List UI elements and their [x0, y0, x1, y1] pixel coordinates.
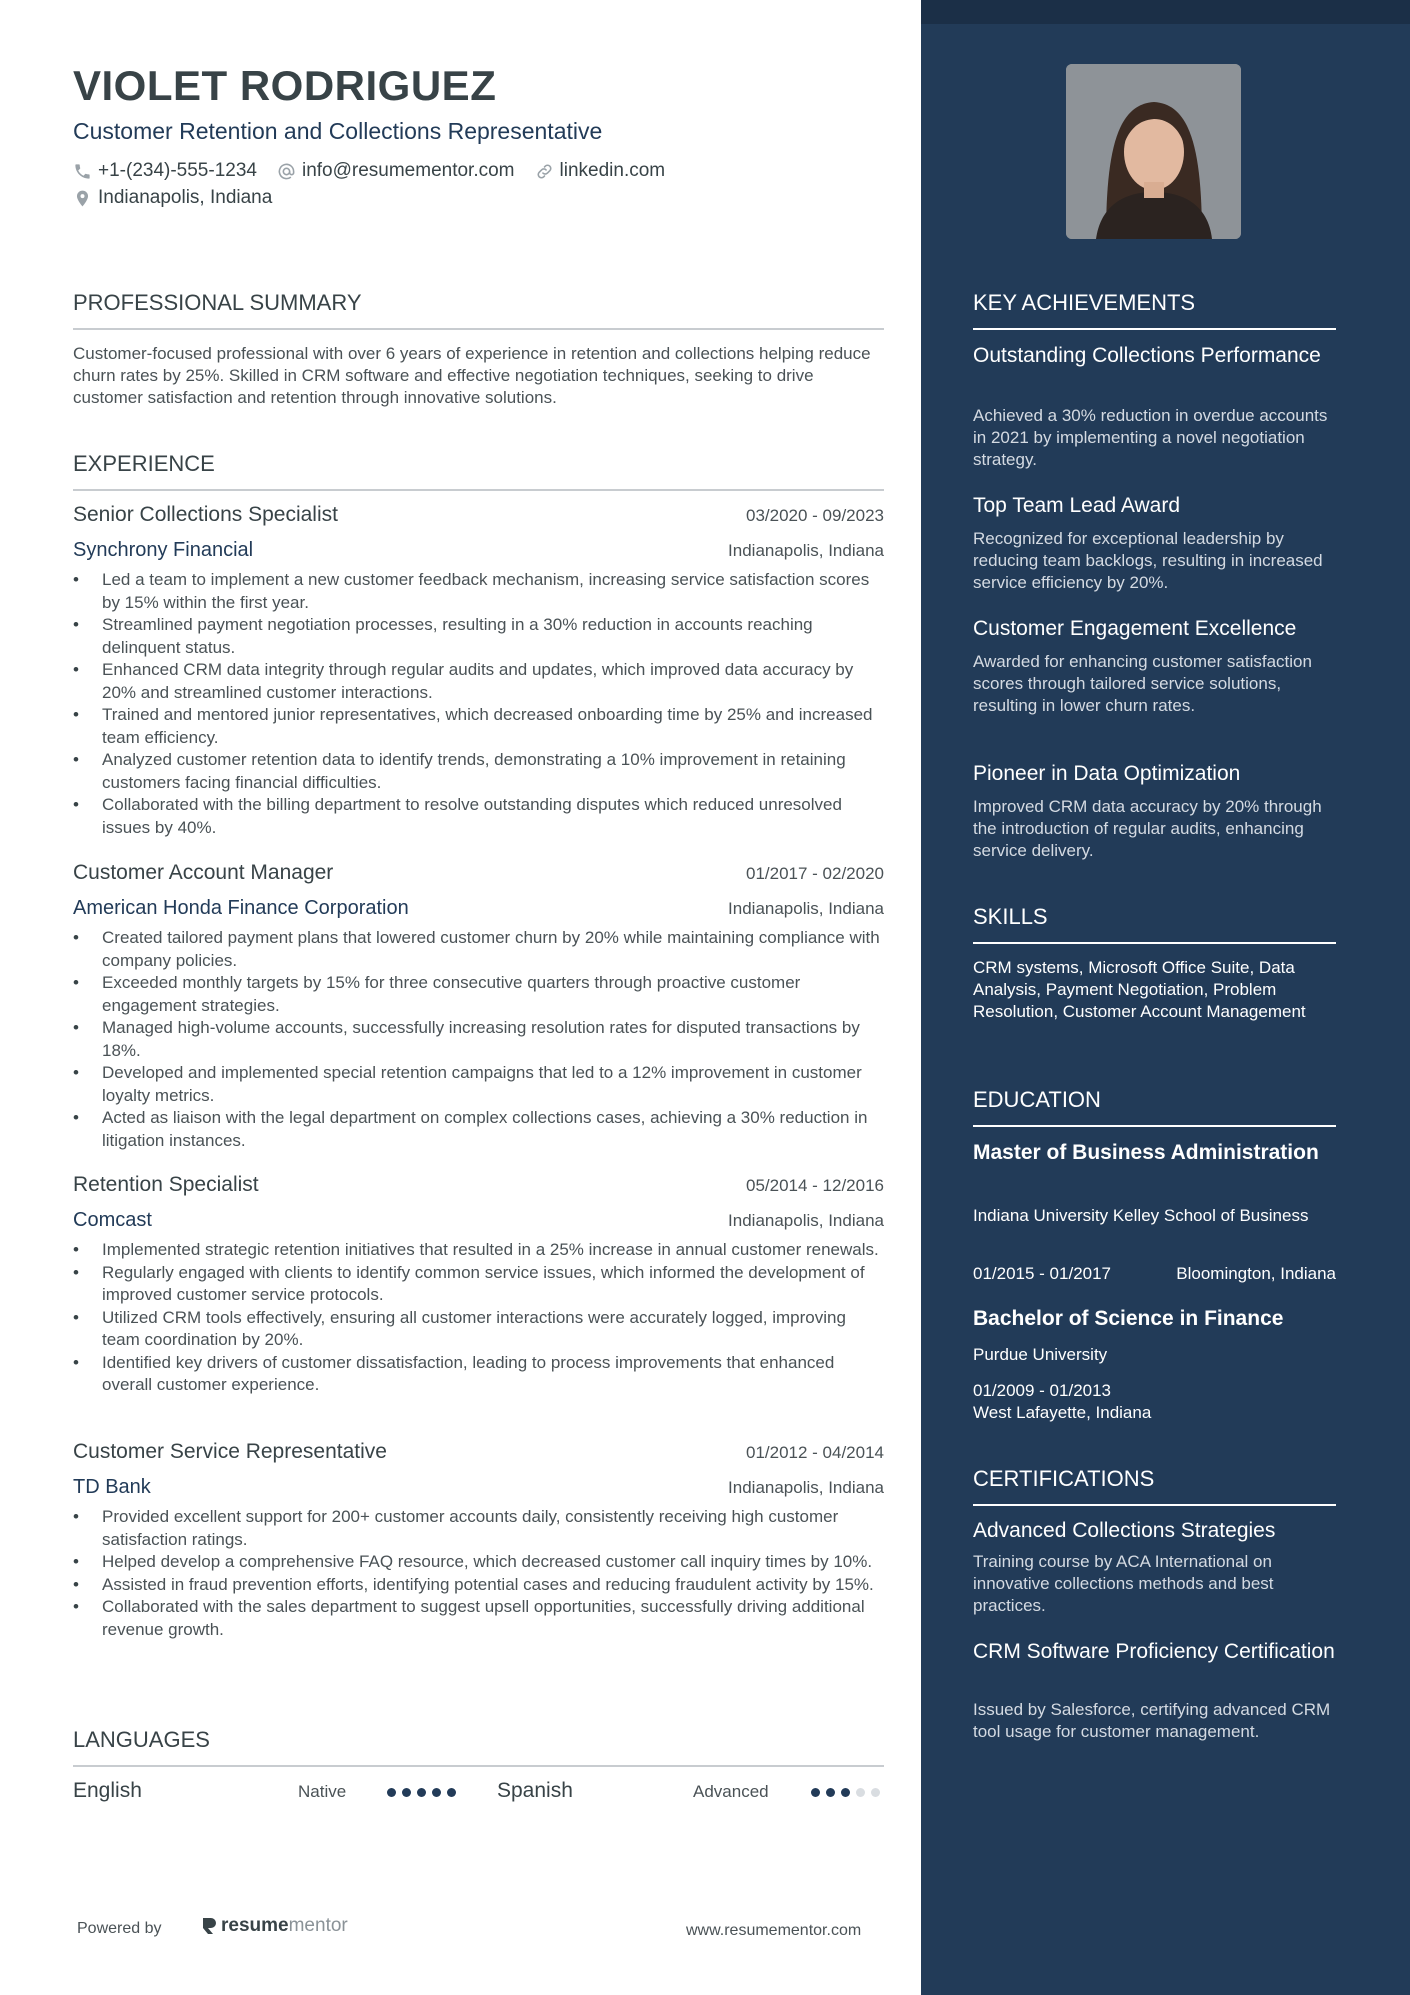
- sidebar-topbar: [921, 0, 1410, 24]
- achievements-heading: KEY ACHIEVEMENTS: [973, 290, 1336, 330]
- bullet: • Enhanced CRM data integrity through regular audits and updates, which improved data accuracy by 20% and streamlined customer interactions.: [73, 659, 884, 704]
- education-location: West Lafayette, Indiana: [973, 1403, 1152, 1422]
- logo-text-light: mentor: [288, 1915, 348, 1936]
- job-location: Indianapolis, Indiana: [728, 899, 884, 918]
- rating-dot-filled: [387, 1788, 396, 1797]
- bullet: • Regularly engaged with clients to identify common service issues, which informed the development of improved customer service protocols.: [73, 1262, 884, 1307]
- footer-url[interactable]: www.resumementor.com: [686, 1922, 862, 1939]
- contact-email: [277, 160, 515, 182]
- rating-dot-filled: [826, 1788, 835, 1797]
- contact-phone: [73, 160, 257, 182]
- achievement-desc: Recognized for exceptional leadership by reducing team backlogs, resulting in increased service efficiency by 20%.: [973, 529, 1323, 592]
- job-title: Customer Service Representative: [73, 1440, 387, 1463]
- language-level: Advanced: [693, 1782, 769, 1801]
- job-location: Indianapolis, Indiana: [728, 1211, 884, 1230]
- achievement-desc: Achieved a 30% reduction in overdue accounts in 2021 by implementing a novel negotiation strategy.: [973, 406, 1328, 469]
- bullet: • Led a team to implement a new customer feedback mechanism, increasing service satisfaction scores by 15% within the first year.: [73, 569, 884, 614]
- bullet: • Provided excellent support for 200+ customer accounts daily, consistently receiving high customer satisfaction ratings.: [73, 1506, 884, 1551]
- education-school: Indiana University Kelley School of Business: [973, 1206, 1309, 1225]
- person-avatar-icon: [1066, 64, 1241, 239]
- job-bullets: [73, 1239, 884, 1397]
- contact-linkedin: [535, 160, 666, 182]
- contact-row: [73, 160, 685, 182]
- job-company: Synchrony Financial: [73, 539, 254, 561]
- bullet: • Utilized CRM tools effectively, ensuring all customer interactions were accurately logged, improving team coordination by 20%.: [73, 1307, 884, 1352]
- phone-text[interactable]: +1-(234)-555-1234: [98, 160, 257, 181]
- job-title: Senior Collections Specialist: [73, 503, 338, 526]
- contact-row-2: [73, 187, 292, 209]
- location-pin-icon: [73, 189, 92, 208]
- bullet: • Analyzed customer retention data to identify trends, demonstrating a 10% improvement in retaining customers facing financial difficulties.: [73, 749, 884, 794]
- job-company: American Honda Finance Corporation: [73, 897, 409, 919]
- bullet: • Trained and mentored junior representatives, which decreased onboarding time by 25% and increased team efficiency.: [73, 704, 884, 749]
- achievement-title: Outstanding Collections Performance: [973, 344, 1321, 367]
- bullet: • Collaborated with the billing department to resolve outstanding disputes which reduced unresolved issues by 40%.: [73, 794, 884, 839]
- powered-by: Powered by: [77, 1920, 162, 1937]
- certification-desc: Issued by Salesforce, certifying advanced CRM tool usage for customer management.: [973, 1700, 1331, 1741]
- language-name: English: [73, 1779, 142, 1802]
- bullet: • Helped develop a comprehensive FAQ resource, which decreased customer call inquiry times by 10%.: [73, 1551, 884, 1574]
- resumementor-logo[interactable]: [200, 1915, 348, 1937]
- education-dates: 01/2009 - 01/2013: [973, 1381, 1112, 1400]
- rating-dot-filled: [432, 1788, 441, 1797]
- languages-heading: LANGUAGES: [73, 1727, 884, 1767]
- candidate-title: Customer Retention and Collections Representative: [73, 118, 603, 144]
- bullet: • Assisted in fraud prevention efforts, identifying potential cases and reducing fraudulent activity by 15%.: [73, 1574, 884, 1597]
- email-text[interactable]: info@resumementor.com: [301, 160, 515, 181]
- rating-dot-filled: [811, 1788, 820, 1797]
- education-heading: EDUCATION: [973, 1087, 1336, 1127]
- at-icon: [277, 162, 296, 181]
- certification-title: Advanced Collections Strategies: [973, 1519, 1276, 1542]
- experience-heading: EXPERIENCE: [73, 451, 884, 491]
- job-company: TD Bank: [73, 1476, 151, 1498]
- certification-desc: Training course by ACA International on innovative collections methods and best practices.: [973, 1552, 1274, 1615]
- rating-dot-filled: [447, 1788, 456, 1797]
- logo-mark-icon: [200, 1916, 218, 1936]
- bullet: • Managed high-volume accounts, successfully increasing resolution rates for disputed transactions by 18%.: [73, 1017, 884, 1062]
- job-bullets: [73, 569, 884, 839]
- rating-dot-filled: [841, 1788, 850, 1797]
- logo-text-bold: resume: [221, 1915, 289, 1936]
- achievement-title: Pioneer in Data Optimization: [973, 762, 1241, 785]
- languages-row: [73, 1779, 884, 1809]
- education-location: Bloomington, Indiana: [1176, 1264, 1336, 1283]
- summary-heading: PROFESSIONAL SUMMARY: [73, 290, 884, 330]
- education-degree: Master of Business Administration: [973, 1141, 1319, 1164]
- job-location: Indianapolis, Indiana: [728, 541, 884, 560]
- job-title: Customer Account Manager: [73, 861, 334, 884]
- job-dates: 01/2012 - 04/2014: [745, 1443, 884, 1462]
- rating-dot-empty: [871, 1788, 880, 1797]
- link-icon: [535, 162, 554, 181]
- job-dates: 03/2020 - 09/2023: [745, 506, 884, 525]
- candidate-name: VIOLET RODRIGUEZ: [73, 62, 497, 109]
- achievement-desc: Improved CRM data accuracy by 20% through the introduction of regular audits, enhancing service delivery.: [973, 797, 1322, 860]
- job-dates: 05/2014 - 12/2016: [745, 1176, 884, 1195]
- bullet: • Implemented strategic retention initiatives that resulted in a 25% increase in annual customer renewals.: [73, 1239, 884, 1262]
- bullet: • Collaborated with the sales department to suggest upsell opportunities, successfully driving additional revenue growth.: [73, 1596, 884, 1641]
- achievement-title: Top Team Lead Award: [973, 494, 1181, 517]
- job-bullets: [73, 1506, 884, 1641]
- language-name: Spanish: [497, 1779, 573, 1802]
- rating-dot-empty: [856, 1788, 865, 1797]
- achievement-desc: Awarded for enhancing customer satisfaction scores through tailored service solutions, resulting in lower churn rates.: [973, 652, 1312, 715]
- rating-dot-filled: [417, 1788, 426, 1797]
- location-text: Indianapolis, Indiana: [98, 187, 273, 208]
- education-school: Purdue University: [973, 1345, 1108, 1364]
- achievement-title: Customer Engagement Excellence: [973, 617, 1297, 640]
- bullet: • Created tailored payment plans that lowered customer churn by 20% while maintaining compliance with company policies.: [73, 927, 884, 972]
- phone-icon: [73, 162, 92, 181]
- bullet: • Developed and implemented special retention campaigns that led to a 12% improvement in customer loyalty metrics.: [73, 1062, 884, 1107]
- job-location: Indianapolis, Indiana: [728, 1478, 884, 1497]
- education-dates: 01/2015 - 01/2017: [973, 1264, 1112, 1283]
- job-title: Retention Specialist: [73, 1173, 259, 1196]
- skills-heading: SKILLS: [973, 904, 1336, 944]
- education-degree: Bachelor of Science in Finance: [973, 1307, 1284, 1330]
- bullet: • Exceeded monthly targets by 15% for three consecutive quarters through proactive customer engagement strategies.: [73, 972, 884, 1017]
- bullet: • Identified key drivers of customer dissatisfaction, leading to process improvements that enhanced overall customer experience.: [73, 1352, 884, 1397]
- bullet: • Acted as liaison with the legal department on complex collections cases, achieving a 30% reduction in litigation instances.: [73, 1107, 884, 1152]
- bullet: • Streamlined payment negotiation processes, resulting in a 30% reduction in accounts reaching delinquent status.: [73, 614, 884, 659]
- job-dates: 01/2017 - 02/2020: [745, 864, 884, 883]
- rating-dot-filled: [402, 1788, 411, 1797]
- profile-photo: [1066, 64, 1241, 239]
- language-rating: [387, 1788, 462, 1797]
- linkedin-text[interactable]: linkedin.com: [559, 160, 666, 181]
- language-level: Native: [298, 1782, 347, 1801]
- skills-text: CRM systems, Microsoft Office Suite, Data Analysis, Payment Negotiation, Problem Resolution, Customer Account Management: [973, 958, 1306, 1021]
- language-rating: [811, 1788, 886, 1797]
- certifications-heading: CERTIFICATIONS: [973, 1466, 1336, 1506]
- job-bullets: [73, 927, 884, 1152]
- job-company: Comcast: [73, 1209, 152, 1231]
- summary-text: Customer-focused professional with over 6 years of experience in retention and collections helping reduce churn rates by 25%. Skilled in CRM software and effective negotiation techniques, seeking to drive customer satisfaction and retention through innovative solutions.: [73, 344, 871, 407]
- contact-location: [73, 187, 272, 209]
- certification-title: CRM Software Proficiency Certification: [973, 1640, 1335, 1663]
